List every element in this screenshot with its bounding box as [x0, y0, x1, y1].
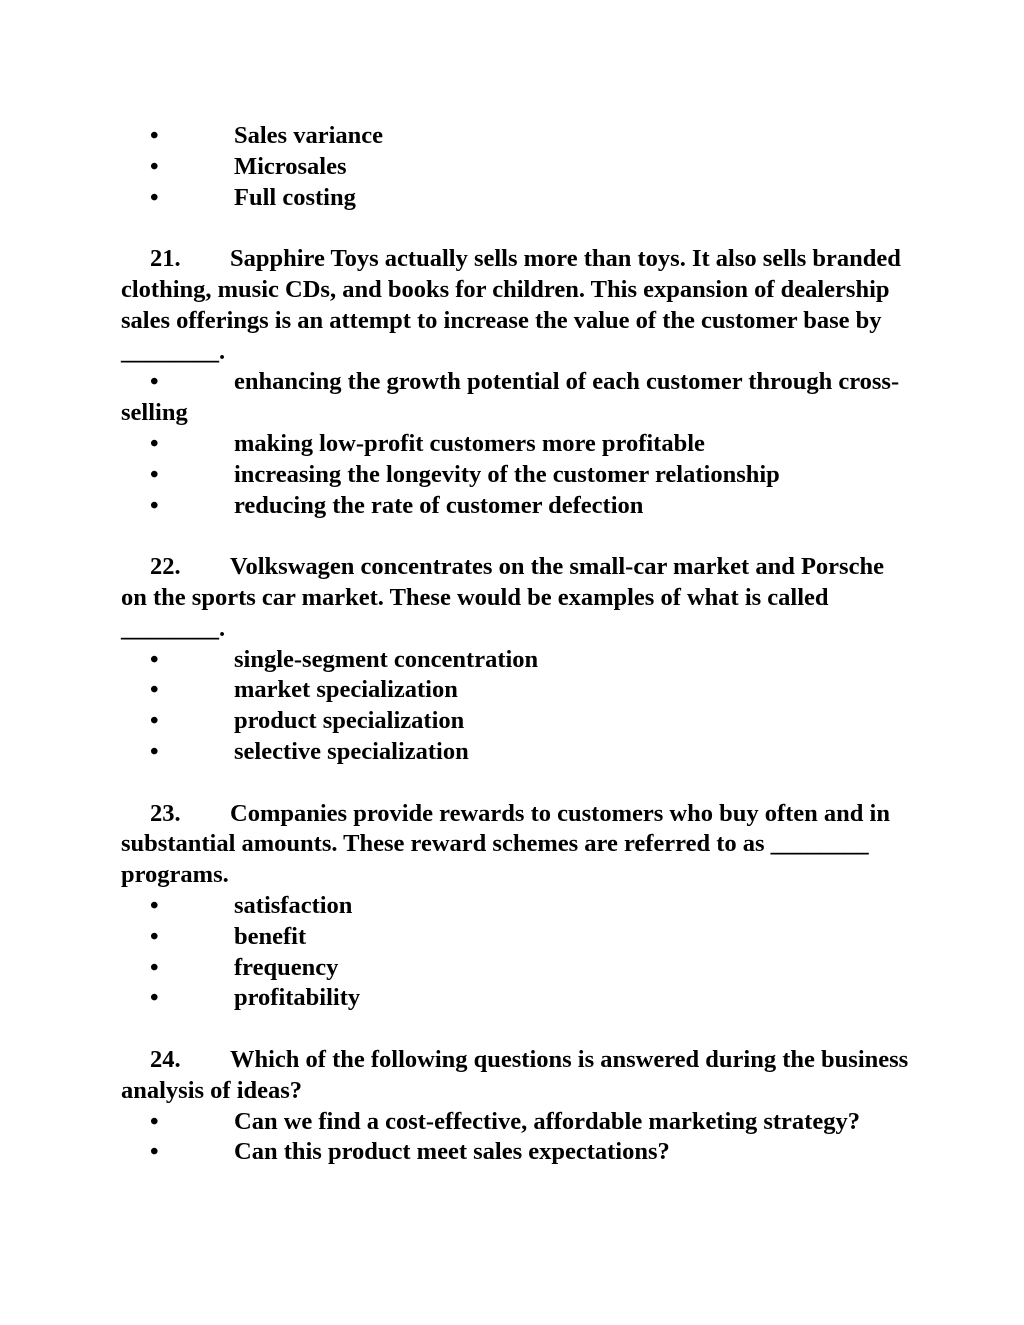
option-item: [121, 983, 911, 1014]
bullet-icon: •: [150, 645, 159, 673]
bullet-icon: •: [150, 122, 159, 149]
option-text: increasing the longevity of the customer relationship: [234, 460, 780, 488]
question-24: [121, 1045, 911, 1168]
question-number: 21.: [150, 245, 181, 273]
bullet-icon: •: [150, 737, 159, 765]
option-item: [121, 675, 911, 706]
bullet-icon: •: [150, 1107, 159, 1135]
question-stem: [121, 552, 911, 644]
option-text: enhancing the growth potential of each customer through cross-selling: [121, 368, 900, 427]
option-item: [121, 367, 911, 429]
option-text: benefit: [234, 922, 307, 950]
option-item: [121, 891, 911, 922]
question-number: 22.: [150, 553, 181, 581]
question-text: Which of the following questions is answered during the business analysis of ideas?: [121, 1045, 909, 1104]
question-23: [121, 799, 911, 1015]
option-item: [121, 922, 911, 953]
option-item: [121, 706, 911, 737]
bullet-icon: •: [150, 707, 159, 735]
bullet-icon: •: [150, 1138, 159, 1166]
question-stem: [121, 799, 911, 891]
bullet-icon: •: [150, 460, 159, 488]
intro-options-list: [121, 121, 911, 213]
bullet-icon: •: [150, 152, 159, 180]
question-21: [121, 244, 911, 521]
bullet-icon: •: [150, 891, 159, 919]
bullet-icon: •: [150, 953, 159, 981]
option-item: [121, 1107, 911, 1138]
question-number: 23.: [150, 799, 181, 827]
option-text: making low-profit customers more profitable: [234, 429, 705, 457]
option-item: [121, 737, 911, 768]
option-text: reducing the rate of customer defection: [234, 491, 644, 519]
question-22: [121, 552, 911, 768]
bullet-icon: •: [150, 984, 159, 1012]
option-item: [121, 121, 911, 152]
option-text: Full costing: [234, 183, 356, 211]
option-text: product specialization: [234, 707, 465, 735]
question-text: Sapphire Toys actually sells more than toys. It also sells branded clothing, music CDs, and books for children. This expansion of dealership sales offerings is an attempt to increase the value of the customer base by ________.: [121, 245, 901, 365]
option-text: Can this product meet sales expectations?: [234, 1138, 670, 1166]
bullet-icon: •: [150, 491, 159, 519]
question-number: 24.: [150, 1045, 181, 1073]
option-item: [121, 953, 911, 984]
option-text: frequency: [234, 953, 339, 981]
option-text: selective specialization: [234, 737, 469, 765]
bullet-icon: •: [150, 429, 159, 457]
option-text: profitability: [234, 984, 361, 1012]
question-text: Companies provide rewards to customers who buy often and in substantial amounts. These reward schemes are referred to as ________ programs.: [121, 799, 890, 889]
option-item: [121, 1137, 911, 1168]
bullet-icon: •: [150, 922, 159, 950]
question-text: Volkswagen concentrates on the small-car market and Porsche on the sports car market. These would be examples of what is called ________.: [121, 553, 884, 642]
bullet-icon: •: [150, 183, 159, 211]
option-text: market specialization: [234, 676, 458, 704]
page-content: [121, 121, 911, 1168]
option-text: single-segment concentration: [234, 645, 539, 673]
question-stem: [121, 1045, 911, 1107]
option-text: Microsales: [234, 152, 347, 180]
option-item: [121, 491, 911, 522]
option-item: [121, 183, 911, 214]
bullet-icon: •: [150, 676, 159, 704]
question-stem: [121, 244, 911, 367]
option-item: [121, 460, 911, 491]
option-text: satisfaction: [234, 891, 353, 919]
option-item: [121, 152, 911, 183]
bullet-icon: •: [150, 368, 159, 396]
option-item: [121, 429, 911, 460]
option-text: Can we find a cost-effective, affordable marketing strategy?: [234, 1107, 860, 1135]
option-text: Sales variance: [234, 122, 384, 149]
option-item: [121, 645, 911, 676]
